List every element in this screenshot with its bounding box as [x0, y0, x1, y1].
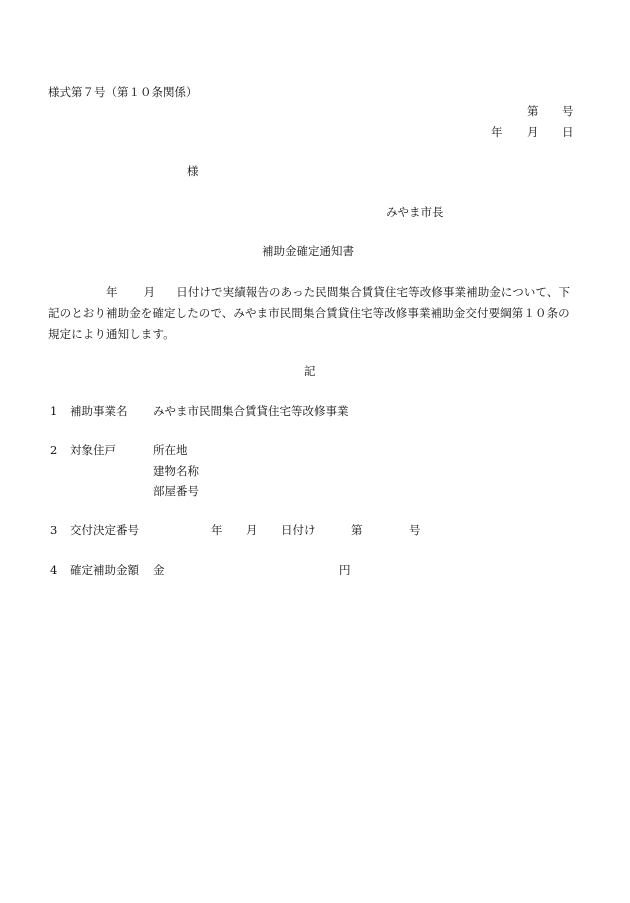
- decision-year: 年: [211, 523, 223, 537]
- item-label: 交付決定番号: [70, 523, 139, 537]
- item-number: 1: [50, 404, 58, 418]
- body-month: 月: [143, 285, 156, 299]
- doc-number-go: 号: [562, 104, 574, 118]
- decision-date-suffix: 日付け: [281, 523, 316, 537]
- item-number: 3: [50, 523, 58, 537]
- body-paragraph: [48, 282, 576, 345]
- form-label: 様式第７号（第１０条関係）: [48, 85, 198, 99]
- location-label: 所在地: [153, 443, 188, 457]
- date-day: 日: [562, 125, 574, 139]
- room-number-label: 部屋番号: [153, 484, 199, 498]
- doc-number-dai: 第: [527, 104, 539, 118]
- amount-yen: 円: [339, 563, 351, 577]
- date-month: 月: [527, 125, 539, 139]
- date-year: 年: [491, 125, 503, 139]
- item-number: 4: [50, 563, 58, 577]
- amount-kin: 金: [153, 563, 165, 577]
- item-number: 2: [50, 443, 58, 457]
- item-label: 対象住戸: [70, 443, 116, 457]
- body-year: 年: [106, 285, 118, 299]
- decision-month: 月: [246, 523, 258, 537]
- item-value: みやま市民間集合賃貸住宅等改修事業: [153, 404, 349, 418]
- body-text: 日付けで実績報告のあった民間集合賃貸住宅等改修事業補助金について、下記のとおり補助金を確定したので、みやま市民間集合賃貸住宅等改修事業補助金交付要綱第１０条の規定により通知します。: [48, 285, 571, 341]
- recipient-suffix: 様: [187, 164, 199, 178]
- building-name-label: 建物名称: [153, 464, 199, 478]
- sender: みやま市長: [386, 205, 444, 219]
- item-label: 確定補助金額: [70, 563, 139, 577]
- decision-go: 号: [409, 523, 421, 537]
- ki-heading: 記: [304, 364, 316, 378]
- item-label: 補助事業名: [70, 404, 128, 418]
- decision-dai: 第: [351, 523, 363, 537]
- document-title: 補助金確定通知書: [262, 244, 354, 258]
